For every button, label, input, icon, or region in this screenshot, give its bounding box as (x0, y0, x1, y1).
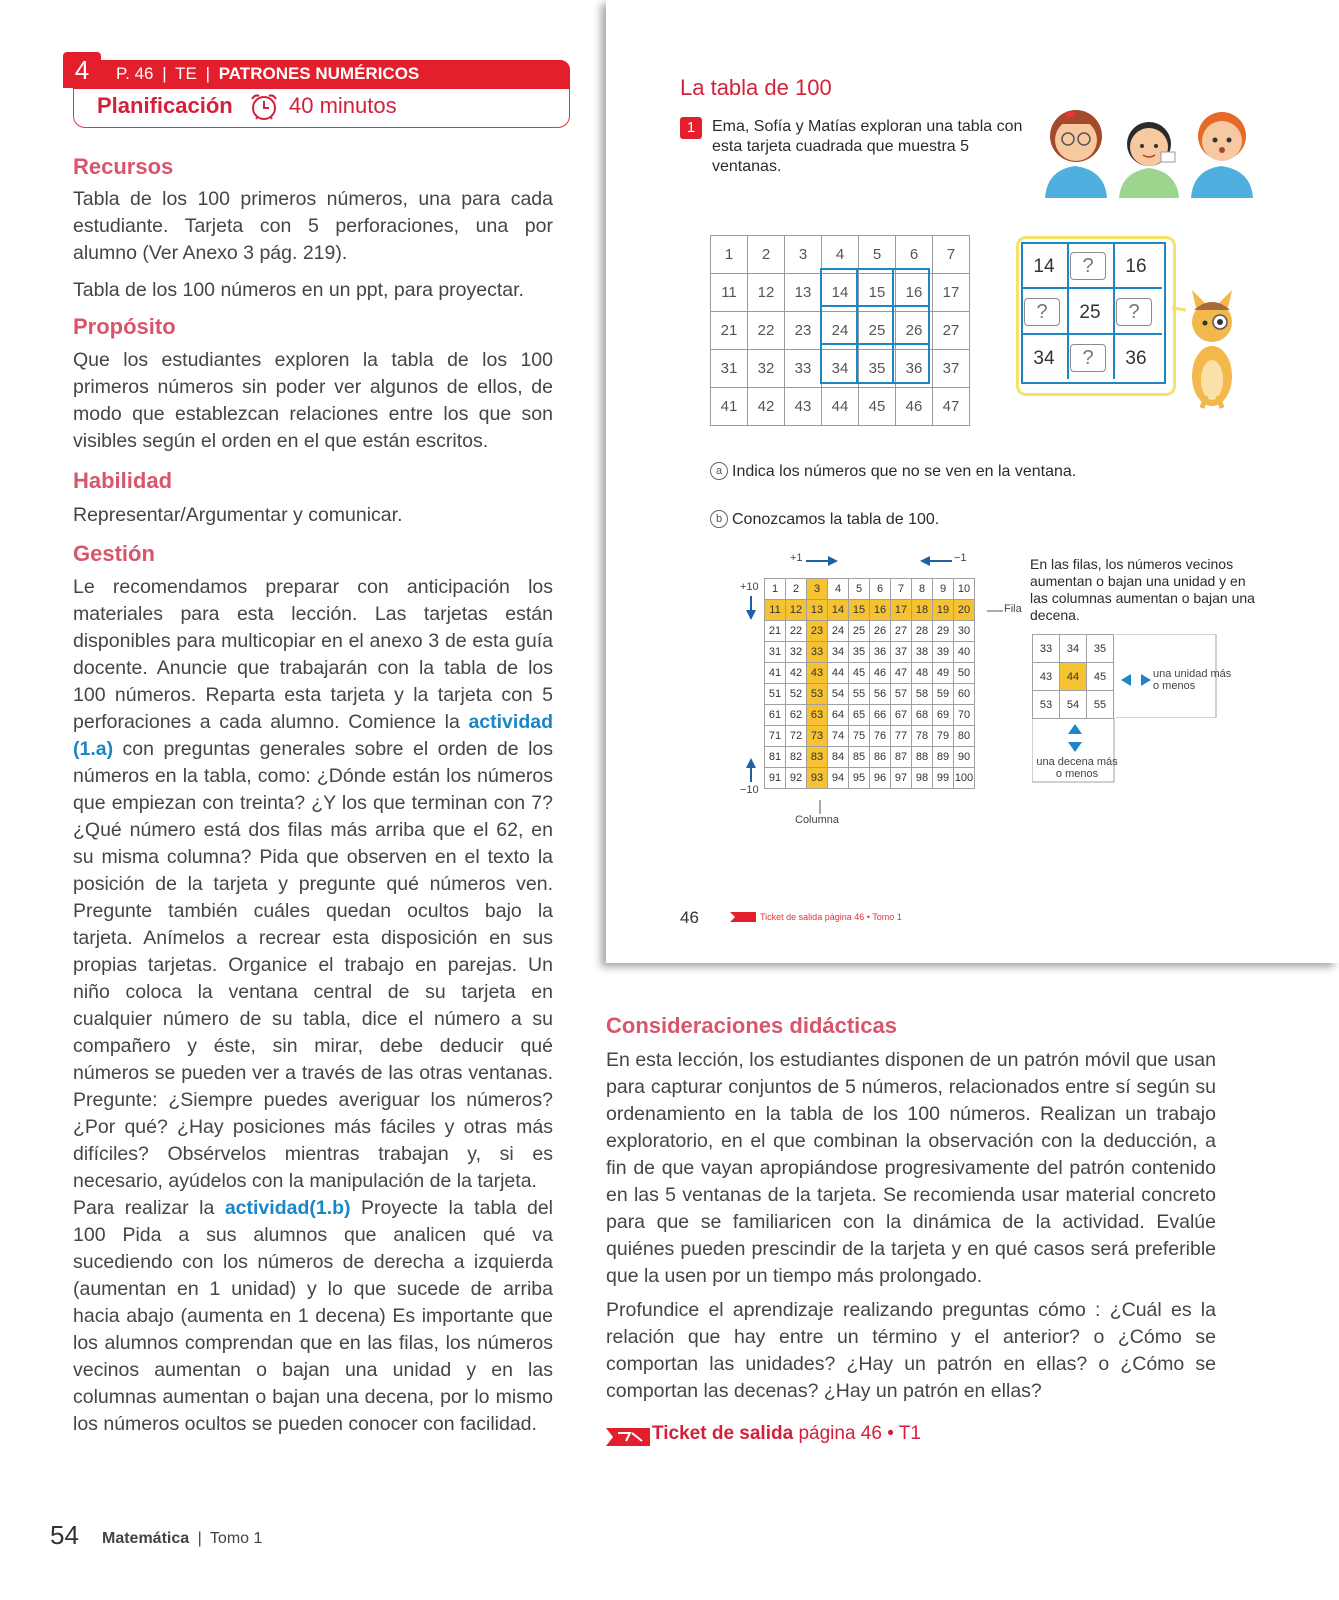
window-hidden-26: ? (1116, 298, 1152, 326)
table-cell: 41 (711, 388, 748, 426)
table-cell: 55 (849, 684, 870, 705)
table-cell: 96 (870, 768, 891, 789)
ten-label: una decena más o menos (1036, 756, 1118, 780)
table-cell: 59 (933, 684, 954, 705)
table-cell: 32 (748, 350, 785, 388)
table-row (711, 388, 970, 426)
table-cell: 63 (807, 705, 828, 726)
table-cell: 6 (896, 236, 933, 274)
table-cell: 9 (933, 579, 954, 600)
window-number-14: 14 (1033, 256, 1055, 277)
table-cell: 42 (786, 663, 807, 684)
left-right-arrows-icon (1121, 674, 1151, 686)
hundred-table-full (764, 578, 975, 789)
table-cell: 29 (933, 621, 954, 642)
table-cell: 27 (891, 621, 912, 642)
planning-time: 40 minutos (289, 93, 397, 118)
table-cell: 34 (822, 350, 859, 388)
table-cell: 37 (891, 642, 912, 663)
table-cell: 38 (912, 642, 933, 663)
habilidad-text: Representar/Argumentar y comunicar. (73, 504, 403, 526)
recursos-text-2: Tabla de los 100 números en un ppt, para proyectar. (73, 279, 524, 301)
table-row (765, 600, 975, 621)
table-cell: 46 (896, 388, 933, 426)
table-cell: 84 (828, 747, 849, 768)
table-cell: 24 (822, 312, 859, 350)
table-row (765, 642, 975, 663)
table-cell: 5 (859, 236, 896, 274)
window-number-25: 25 (1079, 302, 1101, 323)
table-cell: 6 (870, 579, 891, 600)
gestion-text: Le recomendamos preparar con anticipación los materiales para esta lección. Las tarjetas están disponibles para multicopiar en el anexo 3 de esta guía docente. Anuncie que trabajarán con la tabla de los 100 números. Reparta esta tarjeta y la tarjeta con 5 perforaciones a cada alumno. Comience la actividad (1.a) con preguntas generales sobre el orden de los números en la tabla, como: ¿Dónde están los números que empiezan con treinta? ¿Y los que terminan con 7? ¿Qué número está dos filas más arriba que el 62, en su misma columna? Pida que observen en el texto la posición de la tarjeta y pregunte qué números ven. Pregunte también cuáles quedan ocultos bajo la tarjeta. Anímelos a recrear esta disposición en sus propias tarjetas. Organice el trabajo en parejas. Un niño coloca la ventana central de su tarjeta en cualquier número de su tabla, dice el número a su compañero y éste, sin mirar, debe deducir qué números se pueden ver a través de las otras ventanas. Pregunte: ¿Siempre puedes averiguar los números? ¿Por qué? ¿Hay posiciones más fáciles y otras más difíciles? Obsérvelos mientras trabajan y, si es necesario, ayúdelos con la manipulación de la tarjeta. (73, 576, 553, 1192)
table-cell: 36 (870, 642, 891, 663)
table-cell: 36 (896, 350, 933, 388)
table-cell: 31 (765, 642, 786, 663)
table-row (765, 663, 975, 684)
table-cell: 54 (1060, 691, 1087, 719)
table-cell: 40 (954, 642, 975, 663)
table-cell: 71 (765, 726, 786, 747)
ticket-small-text: Ticket de salida página 46 • Tomo 1 (760, 912, 902, 922)
table-cell: 62 (786, 705, 807, 726)
fila-pointer (987, 609, 1003, 613)
lesson-title: PATRONES NUMÉRICOS (218, 64, 420, 83)
table-cell: 82 (786, 747, 807, 768)
recursos-heading: Recursos (73, 154, 174, 179)
gestion-heading: Gestión (73, 541, 155, 566)
table-cell: 35 (859, 350, 896, 388)
table-cell: 17 (933, 274, 970, 312)
lesson-number: 4 (63, 52, 101, 88)
table-cell: 64 (828, 705, 849, 726)
table-cell: 80 (954, 726, 975, 747)
table-cell: 14 (822, 274, 859, 312)
table-cell: 45 (1087, 663, 1114, 691)
table-cell: 12 (786, 600, 807, 621)
footer-page-number: 54 (50, 1520, 79, 1550)
table-cell: 37 (933, 350, 970, 388)
table-cell: 74 (828, 726, 849, 747)
table-cell: 48 (912, 663, 933, 684)
gestion-text-2: Para realizar la actividad(1.b) Proyecte la tabla del 100 Pida a sus alumnos que analicen qué va sucediendo con los números de derecha a izquierda (aumentan en 1 unidad) y lo que sucede de arriba hacia abajo (aumenta en 1 decena) Es importante que los alumnos comprendan que en las filas, los números vecinos aumentan o bajan una unidad y en las columnas aumentan o bajan una decena, por lo mismo los números ocultos se pueden conocer con facilidad. (73, 1197, 553, 1435)
table-cell: 23 (807, 621, 828, 642)
columna-pointer (818, 800, 822, 814)
consideraciones-text-2: Profundice el aprendizaje realizando preguntas cómo : ¿Cuál es la relación que hay entre un término y el anterior? o ¿Cómo se comportan las unidades? ¿Hay un patrón en ellas? o ¿Cómo se comportan las decenas? ¿Hay un patrón en ellas? (606, 1299, 1216, 1402)
alarm-clock-icon (248, 92, 280, 122)
question-b: b Conozcamos la tabla de 100. (710, 510, 939, 529)
table-row (765, 621, 975, 642)
table-cell: 28 (912, 621, 933, 642)
table-row (765, 579, 975, 600)
table-cell: 41 (765, 663, 786, 684)
table-cell: 43 (785, 388, 822, 426)
rows-columns-explanation: En las filas, los números vecinos aumentan o bajan una unidad y en las columnas aumentan o bajan una decena. (1030, 556, 1255, 623)
habilidad-heading: Habilidad (73, 468, 173, 493)
table-cell: 32 (786, 642, 807, 663)
lesson-header-bar: P. 46 | TE | PATRONES NUMÉRICOS (73, 60, 570, 89)
table-cell: 57 (891, 684, 912, 705)
proposito-heading: Propósito (73, 314, 176, 339)
table-cell: 1 (765, 579, 786, 600)
recursos-text: Tabla de los 100 primeros números, una para cada estudiante. Tarjeta con 5 perforaciones, una por alumno (Ver Anexo 3 pág. 219). (73, 188, 553, 264)
table-cell: 26 (870, 621, 891, 642)
table-cell: 30 (954, 621, 975, 642)
table-cell: 2 (748, 236, 785, 274)
table-cell: 52 (786, 684, 807, 705)
activity-1b-link: actividad(1.b) (224, 1197, 351, 1219)
consideraciones-heading: Consideraciones didácticas (606, 1013, 897, 1038)
table-cell: 5 (849, 579, 870, 600)
table-cell: 43 (807, 663, 828, 684)
table-cell: 15 (859, 274, 896, 312)
table-cell: 4 (822, 236, 859, 274)
up-down-arrows-icon (1068, 724, 1082, 752)
table-cell: 2 (786, 579, 807, 600)
table-cell: 22 (786, 621, 807, 642)
table-cell: 73 (807, 726, 828, 747)
down-arrow-icon (746, 596, 756, 620)
page-reference: P. 46 (116, 64, 154, 83)
right-arrow-icon (806, 556, 838, 566)
table-cell: 8 (912, 579, 933, 600)
table-cell: 97 (891, 768, 912, 789)
table-cell: 11 (765, 600, 786, 621)
table-cell: 77 (891, 726, 912, 747)
table-row (765, 705, 975, 726)
table-cell: 91 (765, 768, 786, 789)
fila-label: Fila (1004, 603, 1022, 615)
window-number-36: 36 (1125, 348, 1147, 369)
table-cell: 23 (785, 312, 822, 350)
table-cell: 55 (1087, 691, 1114, 719)
window-number-34: 34 (1033, 348, 1055, 369)
student-page-number: 46 (680, 908, 699, 927)
table-row (765, 768, 975, 789)
table-cell: 61 (765, 705, 786, 726)
table-cell: 17 (891, 600, 912, 621)
table-cell: 3 (785, 236, 822, 274)
table-cell: 94 (828, 768, 849, 789)
window-hidden-15: ? (1070, 252, 1106, 280)
table-cell: 31 (711, 350, 748, 388)
table-cell: 46 (870, 663, 891, 684)
table-cell: 10 (954, 579, 975, 600)
table-cell: 13 (807, 600, 828, 621)
table-cell: 56 (870, 684, 891, 705)
table-cell: 35 (1087, 635, 1114, 663)
activity-1a-link: actividad (1.a) (73, 711, 553, 760)
ticket-icon (606, 1426, 650, 1448)
table-cell: 89 (933, 747, 954, 768)
planning-label: Planificación (97, 93, 233, 118)
table-cell: 20 (954, 600, 975, 621)
table-cell: 26 (896, 312, 933, 350)
table-cell: 25 (859, 312, 896, 350)
te-label: TE (175, 64, 197, 83)
table-cell: 13 (785, 274, 822, 312)
table-cell: 66 (870, 705, 891, 726)
table-cell: 24 (828, 621, 849, 642)
table-cell: 88 (912, 747, 933, 768)
table-cell: 70 (954, 705, 975, 726)
table-cell: 21 (711, 312, 748, 350)
table-cell: 87 (891, 747, 912, 768)
table-cell: 35 (849, 642, 870, 663)
table-cell: 33 (807, 642, 828, 663)
up-arrow-icon (746, 758, 756, 782)
table-cell: 53 (1033, 691, 1060, 719)
table-cell: 44 (822, 388, 859, 426)
columna-label: Columna (795, 814, 840, 826)
proposito-text: Que los estudiantes exploren la tabla de los 100 primeros números sin poder ver algunos de ellos, de modo que establezcan relaciones entre los que son visibles según el orden en el que están escritos. (73, 349, 553, 452)
table-cell: 67 (891, 705, 912, 726)
ticket-salida-line: Ticket de salida página 46 • T1 (652, 1423, 921, 1444)
table-cell: 69 (933, 705, 954, 726)
minus-one-label: −1 (954, 552, 967, 564)
table-cell: 16 (870, 600, 891, 621)
consideraciones-text: En esta lección, los estudiantes disponen de un patrón móvil que usan para capturar conjuntos de 5 números, relacionados entre sí según su ordenamiento en la tabla de los 100 números. Realizan un trabajo exploratorio, en el que combinan la observación con la deducción, a fin de que vayan apropiándose progresivamente del patrón contenido en las 5 ventanas de la tarjeta. Se recomienda usar material concreto para que se familiaricen con la dinámica de la actividad. Evalúe quiénes pueden prescindir de la tarjeta y en qué casos será preferible que la usen por un tiempo más prolongado. (606, 1049, 1216, 1287)
table-cell: 44 (1060, 663, 1087, 691)
question-a: a Indica los números que no se ven en la ventana. (710, 462, 1076, 481)
unit-label: una unidad más o menos (1153, 668, 1232, 692)
table-cell: 79 (933, 726, 954, 747)
mascot-illustration (1172, 288, 1252, 412)
table-cell: 98 (912, 768, 933, 789)
table-cell: 90 (954, 747, 975, 768)
children-illustration (1045, 92, 1257, 198)
table-cell: 76 (870, 726, 891, 747)
table-cell: 21 (765, 621, 786, 642)
student-page-title: La tabla de 100 (680, 75, 832, 100)
table-cell: 19 (933, 600, 954, 621)
table-cell: 43 (1033, 663, 1060, 691)
table-cell: 47 (891, 663, 912, 684)
table-cell: 42 (748, 388, 785, 426)
table-cell: 27 (933, 312, 970, 350)
plus-ten-label: +10 (740, 581, 759, 593)
table-cell: 33 (785, 350, 822, 388)
table-cell: 83 (807, 747, 828, 768)
table-cell: 95 (849, 768, 870, 789)
table-cell: 33 (1033, 635, 1060, 663)
table-cell: 7 (891, 579, 912, 600)
table-cell: 60 (954, 684, 975, 705)
window-hidden-24: ? (1024, 298, 1060, 326)
table-cell: 92 (786, 768, 807, 789)
table-cell: 44 (828, 663, 849, 684)
activity-number-badge: 1 (680, 117, 702, 139)
table-cell: 85 (849, 747, 870, 768)
question-a-marker: a (710, 462, 728, 480)
table-cell: 68 (912, 705, 933, 726)
footer-subject: Matemática | Tomo 1 (102, 1530, 263, 1547)
table-row (765, 684, 975, 705)
table-cell: 22 (748, 312, 785, 350)
question-b-marker: b (710, 510, 728, 528)
table-cell: 45 (849, 663, 870, 684)
table-cell: 3 (807, 579, 828, 600)
window-number-16: 16 (1125, 256, 1147, 277)
table-cell: 1 (711, 236, 748, 274)
table-cell: 25 (849, 621, 870, 642)
table-cell: 18 (912, 600, 933, 621)
plus-one-label: +1 (790, 552, 803, 564)
table-cell: 81 (765, 747, 786, 768)
table-cell: 50 (954, 663, 975, 684)
table-cell: 39 (933, 642, 954, 663)
table-cell: 12 (748, 274, 785, 312)
table-cell: 58 (912, 684, 933, 705)
table-cell: 65 (849, 705, 870, 726)
table-cell: 78 (912, 726, 933, 747)
table-cell: 7 (933, 236, 970, 274)
table-cell: 34 (828, 642, 849, 663)
left-arrow-icon (920, 556, 952, 566)
table-cell: 75 (849, 726, 870, 747)
table-cell: 49 (933, 663, 954, 684)
table-cell: 54 (828, 684, 849, 705)
table-row (765, 747, 975, 768)
table-cell: 100 (954, 768, 975, 789)
minus-ten-label: −10 (740, 784, 759, 796)
table-cell: 53 (807, 684, 828, 705)
activity-intro: Ema, Sofía y Matías exploran una tabla con esta tarjeta cuadrada que muestra 5 ventanas. (712, 118, 1023, 175)
table-cell: 14 (828, 600, 849, 621)
table-cell: 34 (1060, 635, 1087, 663)
ticket-icon-small (730, 912, 756, 922)
table-row (765, 726, 975, 747)
table-cell: 15 (849, 600, 870, 621)
table-cell: 51 (765, 684, 786, 705)
table-cell: 16 (896, 274, 933, 312)
table-cell: 4 (828, 579, 849, 600)
window-hidden-35: ? (1070, 344, 1106, 372)
card-window-outline (820, 268, 932, 386)
table-cell: 72 (786, 726, 807, 747)
table-cell: 93 (807, 768, 828, 789)
table-cell: 47 (933, 388, 970, 426)
table-cell: 86 (870, 747, 891, 768)
table-cell: 99 (933, 768, 954, 789)
table-cell: 45 (859, 388, 896, 426)
table-cell: 11 (711, 274, 748, 312)
